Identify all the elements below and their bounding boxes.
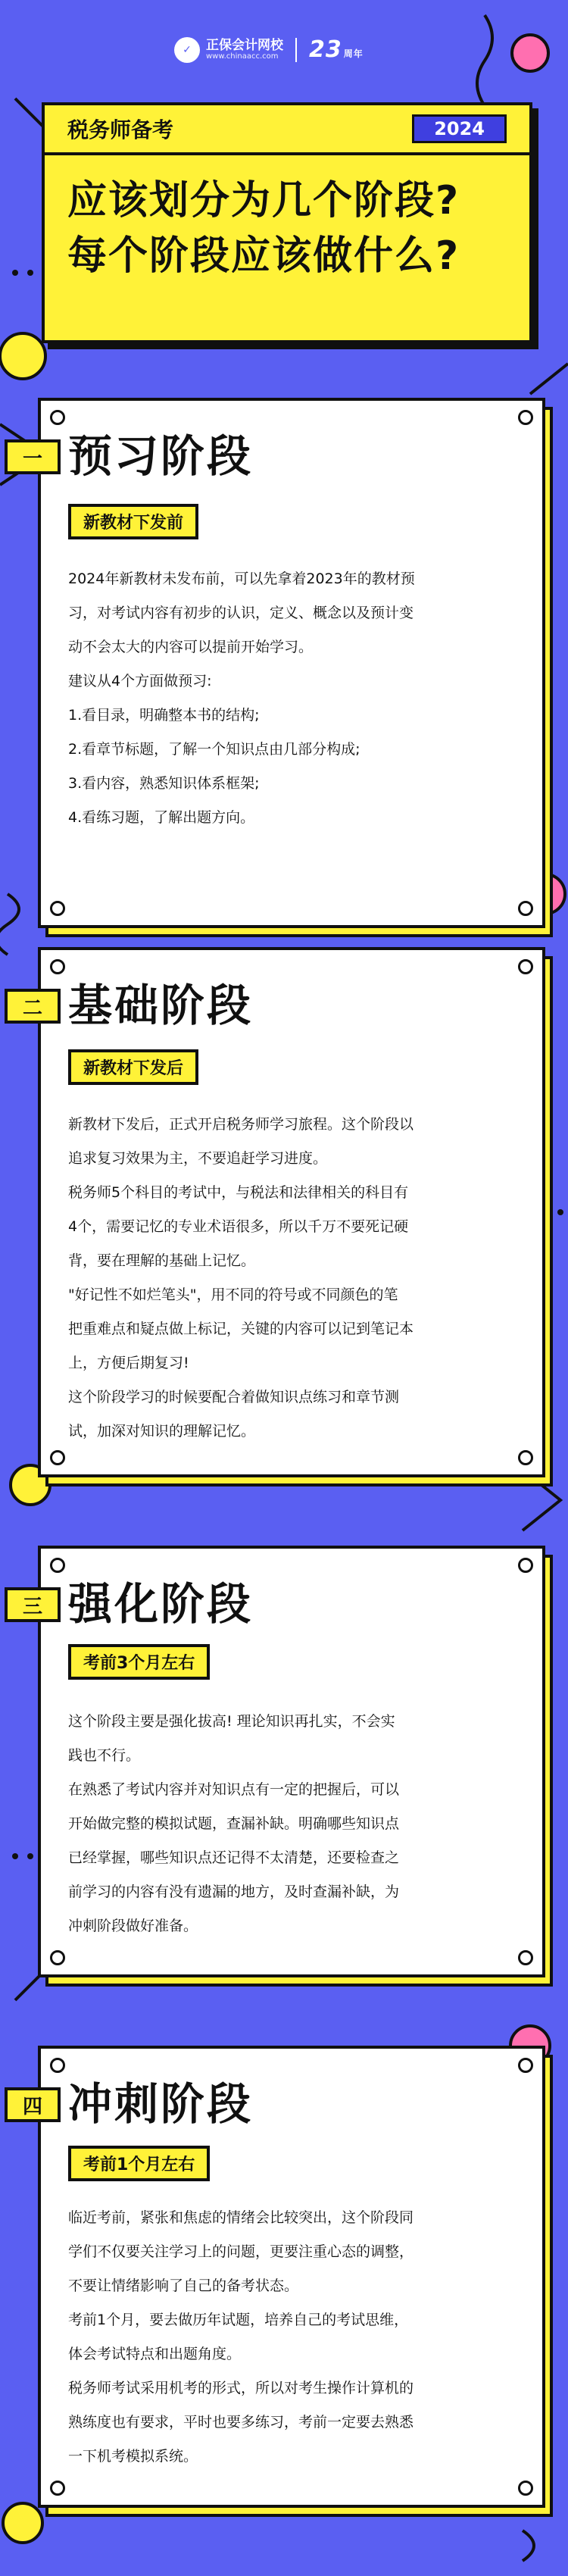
body-line: 这个阶段学习的时候要配合着做知识点练习和章节测 xyxy=(68,1389,400,1405)
body-line: 动不会太大的内容可以提前开始学习。 xyxy=(68,639,314,655)
corner-dot xyxy=(518,901,533,916)
body-line: 1.看目录，明确整本书的结构; xyxy=(68,707,260,724)
corner-dot xyxy=(518,959,533,974)
corner-dot xyxy=(50,901,65,916)
page-title xyxy=(45,155,529,284)
corner-dot xyxy=(50,1558,65,1573)
brand-bar xyxy=(174,36,364,63)
anniversary-suffix: 周年 xyxy=(343,48,364,59)
body-line: 习，对考试内容有初步的认识，定义、概念以及预计变 xyxy=(68,605,414,621)
stage-title: 预习阶段 xyxy=(68,430,254,482)
body-line: 开始做完整的模拟试题，查漏补缺。明确哪些知识点 xyxy=(68,1815,400,1832)
brand-logo-icon: ✓ xyxy=(174,37,200,63)
brand-text xyxy=(206,39,283,61)
anniversary-number: 23 xyxy=(309,36,342,63)
body-line: 4个，需要记忆的专业术语很多，所以千万不要死记硬 xyxy=(68,1218,409,1235)
body-line: 试，加深对知识的理解记忆。 xyxy=(68,1423,256,1440)
body-line: 背，要在理解的基础上记忆。 xyxy=(68,1252,256,1269)
body-line: 3.看内容，熟悉知识体系框架; xyxy=(68,775,260,792)
corner-dot xyxy=(50,2058,65,2073)
body-line: 熟练度也有要求，平时也要多练习，考前一定要去熟悉 xyxy=(68,2414,414,2431)
body-line: "好记性不如烂笔头"，用不同的符号或不同颜色的笔 xyxy=(68,1286,398,1303)
corner-dot xyxy=(50,410,65,425)
body-line: 4.看练习题，了解出题方向。 xyxy=(68,809,255,826)
stage-body xyxy=(68,1705,511,1943)
body-line: 临近考前，紧张和焦虑的情绪会比较突出，这个阶段同 xyxy=(68,2209,414,2226)
body-line: 一下机考模拟系统。 xyxy=(68,2448,198,2465)
header-strip xyxy=(45,105,529,155)
stage-body xyxy=(68,1108,511,1449)
body-line: 把重难点和疑点做上标记，关键的内容可以记到笔记本 xyxy=(68,1321,414,1337)
stage-number: 一 xyxy=(5,439,61,474)
corner-dot xyxy=(50,2481,65,2496)
body-line: 学们不仅要关注学习上的问题，更要注重心态的调整， xyxy=(68,2243,414,2260)
corner-dot xyxy=(50,959,65,974)
stage-number: 三 xyxy=(5,1587,61,1622)
stage-number: 四 xyxy=(5,2087,61,2122)
body-line: 税务师5个科目的考试中，与税法和法律相关的科目有 xyxy=(68,1184,409,1201)
stage-label: 新教材下发后 xyxy=(68,1049,198,1085)
page-title-line1: 应该划分为几个阶段? xyxy=(67,178,460,224)
body-line: 税务师考试采用机考的形式，所以对考生操作计算机的 xyxy=(68,2380,414,2396)
body-line: 这个阶段主要是强化拔高! 理论知识再扎实，不会实 xyxy=(68,1713,395,1730)
corner-dot xyxy=(50,1950,65,1965)
body-line: 前学习的内容有没有遗漏的地方，及时查漏补缺，为 xyxy=(68,1884,400,1900)
body-line: 新教材下发后，正式开启税务师学习旅程。这个阶段以 xyxy=(68,1116,414,1133)
body-line: 2024年新教材未发布前，可以先拿着2023年的教材预 xyxy=(68,571,415,587)
stage-title: 基础阶段 xyxy=(68,980,254,1031)
corner-dot xyxy=(518,1450,533,1465)
body-line: 上，方便后期复习! xyxy=(68,1355,189,1371)
body-line: 践也不行。 xyxy=(68,1747,141,1764)
stage-body xyxy=(68,562,511,835)
brand-url: www.chinaacc.com xyxy=(206,52,279,61)
body-line: 在熟悉了考试内容并对知识点有一定的把握后，可以 xyxy=(68,1781,400,1798)
corner-dot xyxy=(518,2058,533,2073)
body-line: 体会考试特点和出题角度。 xyxy=(68,2346,242,2362)
stage-title: 强化阶段 xyxy=(68,1578,254,1630)
header-box xyxy=(42,102,532,343)
body-line: 追求复习效果为主，不要追赶学习进度。 xyxy=(68,1150,328,1167)
stage-label: 考前3个月左右 xyxy=(68,1644,210,1680)
body-line: 2.看章节标题，了解一个知识点由几部分构成; xyxy=(68,741,360,758)
brand-name: 正保会计网校 xyxy=(206,37,283,53)
stage-number: 二 xyxy=(5,989,61,1024)
corner-dot xyxy=(50,1450,65,1465)
brand-separator xyxy=(295,38,297,62)
corner-dot xyxy=(518,410,533,425)
stage-label: 新教材下发前 xyxy=(68,504,198,539)
body-line: 冲刺阶段做好准备。 xyxy=(68,1918,198,1934)
stage-body xyxy=(68,2201,511,2474)
body-line: 建议从4个方面做预习: xyxy=(68,673,212,689)
body-line: 不要让情绪影响了自己的备考状态。 xyxy=(68,2277,299,2294)
header-tag: 税务师备考 xyxy=(67,117,174,142)
corner-dot xyxy=(518,1558,533,1573)
anniversary-badge xyxy=(309,36,364,63)
body-line: 已经掌握，哪些知识点还记得不太清楚，还要检查之 xyxy=(68,1849,400,1866)
stage-label: 考前1个月左右 xyxy=(68,2146,210,2181)
stage-title: 冲刺阶段 xyxy=(68,2078,254,2130)
corner-dot xyxy=(518,2481,533,2496)
corner-dot xyxy=(518,1950,533,1965)
page-title-line2: 每个阶段应该做什么? xyxy=(67,233,460,279)
header-year-badge: 2024 xyxy=(412,114,507,143)
body-line: 考前1个月，要去做历年试题，培养自己的考试思维， xyxy=(68,2312,409,2328)
